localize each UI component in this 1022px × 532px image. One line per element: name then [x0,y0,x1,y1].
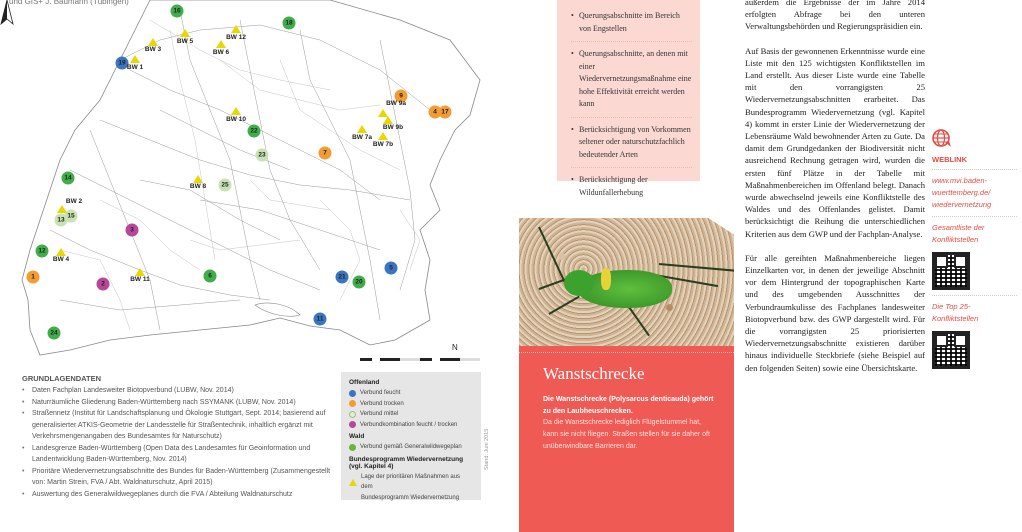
map-marker-18[interactable]: 18 [283,17,296,30]
map-marker-7[interactable]: 7 [319,147,332,160]
legend-item [349,420,473,431]
divider [932,169,1017,170]
blue-dot-icon [349,390,356,397]
data-sources-title: GRUNDLAGENDATEN [22,374,102,383]
triangle-marker-icon[interactable] [216,40,226,48]
body-paragraph: außerdem die Ergebnisse der im Jahre 2014 erfolgten Abfrage bei den unteren Verwaltungsbehörden und Regierungspräsidien ein. [745,0,925,32]
criteria-item: • Berücksichtigung von Vorkommen seltener oder naturschutzfachlich bedeutender Arten [571,124,692,169]
legend-label: Verbund trocken [360,400,404,407]
project-label-bw7b: BW 7b [372,141,394,148]
triangle-marker-icon[interactable] [193,175,203,183]
triangle-marker-icon[interactable] [57,205,67,213]
criteria-item: • Berücksichtigung der Wildunfallerhebung [571,174,692,205]
map-marker-24[interactable]: 24 [48,327,61,340]
legend-label-cont: Bundesprogramm Wiedervernetzung [361,494,460,501]
triangle-marker-icon[interactable] [357,125,367,133]
map-marker-13[interactable]: 13 [55,214,68,227]
biotope-network-map [0,0,505,365]
data-source-item: • Auswertung des Generalwildwegeplanes durch die FVA / Abteilung Waldnaturschutz [22,489,342,501]
link-line: Gesamtliste der [932,223,985,232]
insect-leg [549,296,580,315]
criteria-box [557,0,700,197]
project-label-bw8: BW 8 [189,183,207,190]
insect-leg [659,263,734,272]
project-label-bw10: BW 10 [226,116,246,123]
project-label-bw9b: BW 9b [382,124,404,131]
infobox-title: Wanstschrecke [543,364,645,383]
north-label: N [452,343,458,352]
orange-dot-icon [349,400,356,407]
map-marker-21[interactable]: 21 [336,271,349,284]
legend-label: Lage der prioritären Maßnahmen aus dem [361,473,461,490]
stand-date: Stand: Juni 2015 [484,428,490,470]
triangle-marker-icon[interactable] [180,29,190,37]
map-marker-22[interactable]: 22 [248,125,261,138]
legend-offenland-title: Offenland [349,379,380,386]
legend-label: Verbund mittel [360,411,399,417]
legend-item [349,388,473,399]
data-source-item: • Landesgrenze Baden-Württemberg (Open Data des Landesamtes für Geoinformation und Landentwicklung Baden-Württemberg, Nov. 2014) [22,443,342,466]
legend-label: Verbund feucht [360,390,401,396]
url-line: www.mvi.baden- [932,176,988,185]
triangle-marker-icon[interactable] [135,268,145,276]
grasshopper-photo [519,218,734,346]
map-legend [341,372,481,500]
url-line: wuerttemberg.de/ [932,188,991,197]
conflict-list-link[interactable] [932,222,1022,246]
infobox-lead: Die Wanstschrecke (Polysarcus denticauda) gehört zu den Laubheuschrecken. [543,396,714,415]
map-marker-2[interactable]: 2 [97,278,110,291]
data-sources-section [22,374,342,500]
qr-code-icon[interactable] [932,331,970,369]
divider [932,295,1017,296]
legend-item [349,409,473,420]
project-label-bw9a: BW 9a [386,100,406,107]
species-infobox [519,346,734,532]
map-marker-19[interactable]: 19 [116,57,129,70]
map-marker-11[interactable]: 11 [314,313,327,326]
triangle-marker-icon[interactable] [378,132,388,140]
legend-bund-subtitle: (vgl. Kapitel 4) [349,462,394,470]
insect-leg [628,306,650,336]
map-marker-3[interactable]: 3 [126,224,139,237]
map-marker-4[interactable]: 4 [429,106,442,119]
project-label-bw6: BW 6 [212,49,230,56]
light-green-dot-icon [349,411,356,418]
data-source-item: • Naturräumliche Gliederung Baden-Württemberg nach SSYMANK (LUBW, Nov. 2014) [22,397,342,409]
link-line: Konfliktstellen [932,235,979,244]
divider [519,352,734,353]
body-text-column [745,0,925,386]
body-paragraph: Für alle gereihten Maßnahmenbereiche liegen Einzelkarten vor, in denen der jeweilige Abschnitt vor dem Hintergrund der topographischen Karte und des umgebenden Ausschnittes der Verbundraumkulisse des Fachplanes landesweiter Biotopverbund bzw. des GWP dargestellt wird. Für die vorrangigsten 25 priorisierten Wiedervernetzungsabschnitte existieren darüber hinaus individuelle Steckbriefe (siehe Beispiel auf den folgenden Seiten) sowie eine Übersichtskarte. [745,252,925,373]
project-label-bw11: BW 11 [130,276,150,283]
weblink-url[interactable] [932,175,1022,211]
north-arrow-icon [0,0,14,28]
globe-icon [932,128,952,148]
legend-wald-title: Wald [349,433,365,440]
weblink-title: WEBLINK [932,155,967,164]
url-line: wiedervernetzung [932,200,992,209]
triangle-marker-icon[interactable] [383,116,393,124]
insect-pronotum [601,268,611,290]
legend-item [349,399,473,410]
map-marker-16[interactable]: 16 [171,5,184,18]
data-source-item: • Prioritäre Wiedervernetzungsabschnitte des Bundes für Baden-Württemberg (Zusammengestellt von: Martin Strein, FVA / Abt. Waldnaturschutz, April 2015) [22,466,342,489]
map-credit: und GIS+ J. Baumann (Tübingen) [9,0,129,6]
triangle-marker-icon[interactable] [231,25,241,33]
map-marker-20[interactable]: 20 [353,276,366,289]
link-line: Konfliktstellen [932,314,979,323]
project-label-bw1: BW 1 [126,64,144,71]
legend-item [349,442,473,453]
criteria-item: • Querungsabschnitte im Bereich von Engstellen [571,10,692,42]
map-road-network [0,0,505,365]
qr-code-icon[interactable] [932,252,970,290]
map-marker-6[interactable]: 6 [204,270,217,283]
top25-link[interactable] [932,301,1022,325]
scale-bar [360,358,480,361]
project-label-bw4: BW 4 [52,256,70,263]
body-paragraph: Auf Basis der gewonnenen Erkenntnisse wurde eine Liste mit den 125 wichtigsten Konfliktstellen im Land erstellt. Aus dieser Liste wurde eine Tabelle mit den vorrangigsten 25 Wiedervernetzungsabschnitten erarbeitet. Das Bundesprogramm Wiedervernetzung (vgl. Kapitel 4) kommt in erster Linie der Wiedervernetzung der Lebensräume Wald bewohnender Arten zu Gute. Da damit dem Grundgedanken der Biodiversität nicht ausreichend Rechnung getragen wird, wurden die ersten fünf Plätze in der Tabelle mit Maßnahmenbereichen im Offenland belegt. Danach wurde abwechselnd jeweils eine Konfliktstelle des Waldes und des Offenlandes gelistet. Damit berücksichtigt die Reihung die unterschiedlichen Kriterien aus dem GWP und der Fachplan-Analyse. [745,45,925,239]
infobox-text: Da die Wanstschrecke lediglich Flügelstummel hat, kann sie nicht fliegen. Straßen stellen für sie daher oft unüberwindbare Barrieren dar. [543,419,710,450]
map-marker-17[interactable]: 17 [439,106,452,119]
map-marker-14[interactable]: 14 [62,172,75,185]
project-label-bw5: BW 5 [176,38,194,45]
insect-head [564,270,594,296]
triangle-icon [349,479,357,486]
legend-bund-title: Bundesprogramm Wiedervernetzung [349,455,464,463]
weblink-sidebar [932,128,1022,373]
data-source-item: • Straßennetz (Institut für Landschaftsplanung und Ökologie Stuttgart, Sept. 2014; basierend auf generalisierter ATKIS-Geometrie der Landesstelle für Straßentechnik, inhaltlich ergänzt mit Verkehrsmengenangaben des Bundesamtes für Naturschutz) [22,408,342,443]
legend-item [349,472,473,493]
project-label-bw2: BW 2 [65,198,83,205]
legend-label: Verbundkombination feucht / trocken [360,421,458,428]
link-line: Die Top 25- [932,302,971,311]
divider [932,216,1017,217]
legend-label: Verbund gemäß Generalwildwegeplan [360,444,462,450]
project-label-bw3: BW 3 [144,46,162,53]
map-marker-1[interactable]: 1 [27,271,40,284]
project-label-bw12: BW 12 [226,34,246,41]
map-marker-12[interactable]: 12 [36,245,49,258]
data-source-item: • Daten Fachplan Landesweiter Biotopverbund (LUBW, Nov. 2014) [22,385,342,397]
triangle-marker-icon[interactable] [148,38,158,46]
triangle-marker-icon[interactable] [231,107,241,115]
triangle-marker-icon[interactable] [56,248,66,256]
triangle-marker-icon[interactable] [130,55,140,63]
map-marker-25[interactable]: 25 [219,179,232,192]
map-marker-15[interactable]: 15 [65,210,78,223]
green-dot-icon [349,444,356,451]
map-marker-9[interactable]: 9 [395,90,408,103]
criteria-item: • Querungsabschnitte, an denen mit einer Wiedervernetzungsmaßnahme eine hohe Effektivität erreicht werden kann [571,48,692,118]
purple-dot-icon [349,421,356,428]
map-marker-23[interactable]: 23 [256,149,269,162]
project-label-bw7a: BW 7a [352,134,372,141]
map-marker-5[interactable]: 5 [385,262,398,275]
